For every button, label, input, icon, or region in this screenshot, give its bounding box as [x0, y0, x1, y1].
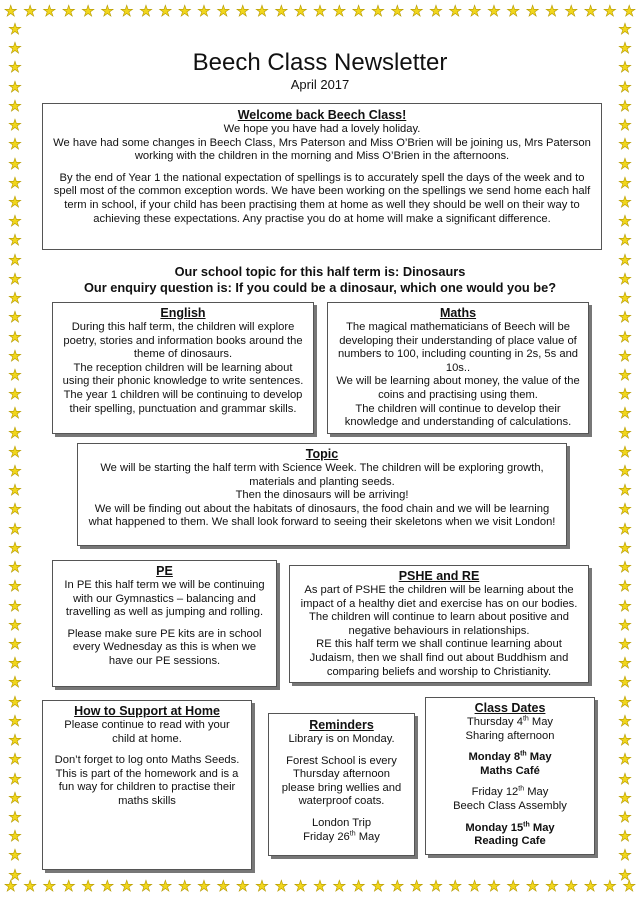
star-icon: ★	[8, 346, 22, 365]
star-icon: ★	[8, 96, 22, 115]
star-icon: ★	[618, 327, 632, 346]
star-icon: ★	[545, 2, 559, 20]
maths-heading: Maths	[439, 306, 477, 320]
reminders-text: Friday 26th May	[303, 829, 380, 843]
star-icon: ★	[158, 2, 173, 20]
star-icon: ★	[8, 846, 22, 865]
star-icon: ★	[618, 731, 632, 750]
star-icon: ★	[255, 877, 269, 895]
date-event: Reading Cafe	[474, 835, 546, 848]
star-icon: ★	[618, 423, 632, 442]
star-icon: ★	[618, 500, 632, 519]
star-icon: ★	[351, 877, 366, 895]
star-icon: ★	[100, 877, 115, 895]
star-icon: ★	[81, 2, 95, 20]
star-icon: ★	[8, 654, 22, 673]
maths-text: We will be learning about money, the value of the coins and practising using them.	[336, 375, 580, 401]
star-icon: ★	[525, 2, 540, 20]
star-icon: ★	[618, 192, 632, 211]
star-icon: ★	[8, 577, 22, 596]
star-icon: ★	[618, 558, 632, 577]
star-icon: ★	[8, 20, 22, 38]
star-icon: ★	[618, 442, 632, 461]
maths-box	[327, 302, 589, 434]
date-line: Friday 12th May	[471, 785, 549, 799]
pe-heading: PE	[156, 564, 173, 578]
star-icon: ★	[429, 877, 443, 895]
welcome-box	[42, 103, 602, 250]
star-icon: ★	[618, 96, 632, 115]
star-icon: ★	[8, 154, 22, 173]
star-icon: ★	[8, 635, 22, 653]
star-icon: ★	[119, 2, 134, 20]
star-icon: ★	[618, 289, 632, 308]
star-icon: ★	[235, 877, 250, 895]
star-icon: ★	[545, 877, 559, 895]
star-icon: ★	[8, 269, 22, 288]
star-icon: ★	[409, 877, 424, 895]
star-icon: ★	[8, 692, 22, 711]
star-icon: ★	[390, 877, 405, 895]
reminders-box	[268, 713, 415, 856]
reminders-text: Forest School is every Thursday afternoon please bring wellies and waterproof coats.	[281, 754, 402, 808]
star-icon: ★	[618, 346, 632, 365]
star-icon: ★	[618, 577, 632, 596]
star-icon: ★	[618, 673, 632, 692]
star-icon: ★	[583, 2, 598, 20]
star-icon: ★	[618, 846, 632, 865]
class-dates-heading: Class Dates	[474, 701, 546, 715]
star-icon: ★	[618, 538, 632, 557]
star-icon: ★	[618, 308, 632, 327]
star-icon: ★	[139, 877, 153, 895]
pshe-box	[289, 565, 589, 683]
star-icon: ★	[409, 2, 424, 20]
star-icon: ★	[8, 404, 22, 423]
star-icon: ★	[618, 173, 632, 192]
date-event: Beech Class Assembly	[453, 799, 567, 812]
star-icon: ★	[197, 877, 211, 895]
reminders-text: Library is on Monday.	[288, 733, 395, 745]
star-icon: ★	[81, 877, 95, 895]
star-border-bottom	[0, 879, 640, 901]
star-border-right	[614, 22, 636, 883]
maths-text: The children will continue to develop their knowledge and understanding of calculations.	[344, 402, 572, 429]
topic-text: We will be starting the half term with Science Week. The children will be exploring growth, materials and planting seeds.	[100, 462, 544, 488]
welcome-text: By the end of Year 1 the national expectation of spellings is to accurately spell the days of the week and to spell most of the common exception words. We have been working on the spellings we send home each half term in school, if your child has been practising them at home as well they should be well on their way to achieving these expectations. Any practise you do at home will make a significant difference.	[53, 171, 591, 225]
star-icon: ★	[313, 2, 327, 20]
support-text: Please continue to read with your child at home.	[64, 719, 230, 745]
star-icon: ★	[255, 2, 269, 20]
pe-box	[52, 560, 277, 687]
star-icon: ★	[583, 877, 598, 895]
star-icon: ★	[618, 385, 632, 404]
star-icon: ★	[618, 807, 632, 826]
pshe-heading: PSHE and RE	[398, 569, 480, 583]
star-icon: ★	[467, 877, 482, 895]
star-icon: ★	[618, 135, 632, 154]
star-icon: ★	[618, 250, 632, 269]
star-icon: ★	[8, 423, 22, 442]
support-text: Don’t forget to log onto Maths Seeds. This is part of the homework and is a fun way for children to practise their maths skills	[54, 754, 240, 807]
star-icon: ★	[8, 596, 22, 615]
star-icon: ★	[618, 865, 632, 884]
newsletter-date: April 2017	[290, 77, 350, 92]
star-icon: ★	[8, 116, 22, 135]
star-icon: ★	[8, 731, 22, 750]
star-icon: ★	[8, 250, 22, 269]
topic-text: Then the dinosaurs will be arriving!	[235, 489, 409, 502]
star-icon: ★	[274, 877, 289, 895]
star-icon: ★	[618, 615, 632, 634]
star-icon: ★	[618, 462, 632, 481]
star-icon: ★	[61, 2, 76, 20]
star-icon: ★	[564, 877, 578, 895]
star-icon: ★	[8, 538, 22, 557]
star-icon: ★	[618, 692, 632, 711]
pshe-text: As part of PSHE the children will be learning about the impact of a healthy diet and exercise has on our bodies. The children will continue to learn about positive and negative behaviours in relationships.	[300, 584, 578, 637]
topic-statement: Our school topic for this half term is: Dinosaurs	[174, 264, 466, 279]
star-icon: ★	[622, 2, 636, 20]
star-icon: ★	[8, 39, 22, 58]
welcome-text: We have had some changes in Beech Class, Mrs Paterson and Miss O’Brien will be joining us, Mrs Paterson working with the children in the morning and Miss O’Brien in the afternoons.	[53, 136, 591, 163]
star-icon: ★	[618, 365, 632, 384]
star-icon: ★	[216, 877, 231, 895]
star-icon: ★	[618, 77, 632, 96]
star-icon: ★	[8, 442, 22, 461]
star-icon: ★	[8, 212, 22, 231]
star-icon: ★	[618, 212, 632, 231]
enquiry-question: Our enquiry question is: If you could be a dinosaur, which one would you be?	[83, 280, 557, 295]
star-icon: ★	[618, 116, 632, 135]
star-icon: ★	[8, 769, 22, 788]
star-icon: ★	[8, 58, 22, 77]
star-icon: ★	[8, 558, 22, 577]
star-icon: ★	[158, 877, 173, 895]
star-icon: ★	[506, 877, 520, 895]
star-icon: ★	[603, 2, 617, 20]
support-heading: How to Support at Home	[74, 704, 220, 718]
star-icon: ★	[8, 365, 22, 384]
star-icon: ★	[8, 615, 22, 634]
newsletter-title: Beech Class Newsletter	[192, 49, 448, 76]
star-icon: ★	[487, 877, 501, 895]
star-icon: ★	[618, 154, 632, 173]
star-icon: ★	[618, 711, 632, 730]
star-icon: ★	[618, 596, 632, 615]
date-line: Monday 8th May	[468, 750, 552, 764]
star-icon: ★	[8, 135, 22, 154]
star-icon: ★	[618, 635, 632, 653]
topic-text: We will be finding out about the habitats of dinosaurs, the food chain and we will be learning what happened to them. We shall look forward to seeing their skeletons when we visit London!	[88, 502, 556, 529]
star-icon: ★	[216, 2, 231, 20]
star-icon: ★	[8, 77, 22, 96]
star-icon: ★	[197, 2, 211, 20]
star-icon: ★	[61, 877, 76, 895]
pe-text: Please make sure PE kits are in school every Wednesday as this is when we have our PE sessions.	[67, 627, 262, 667]
date-event: Sharing afternoon	[465, 729, 555, 742]
star-icon: ★	[8, 192, 22, 211]
star-icon: ★	[390, 2, 405, 20]
star-icon: ★	[371, 877, 385, 895]
english-box	[52, 302, 314, 434]
star-icon: ★	[8, 750, 22, 769]
star-icon: ★	[23, 2, 37, 20]
star-icon: ★	[8, 788, 22, 807]
star-icon: ★	[332, 2, 347, 20]
english-heading: English	[160, 306, 206, 320]
star-icon: ★	[603, 877, 617, 895]
star-icon: ★	[8, 481, 22, 500]
star-icon: ★	[525, 877, 540, 895]
pe-text: In PE this half term we will be continuing with our Gymnastics – balancing and travelling as well as jumping and rolling.	[64, 579, 265, 619]
star-icon: ★	[293, 877, 308, 895]
star-icon: ★	[274, 2, 289, 20]
star-icon: ★	[8, 673, 22, 692]
star-icon: ★	[8, 308, 22, 327]
date-line: Monday 15th May	[465, 820, 555, 834]
star-icon: ★	[487, 2, 501, 20]
star-icon: ★	[8, 711, 22, 730]
star-icon: ★	[8, 327, 22, 346]
star-icon: ★	[618, 519, 632, 538]
support-box	[42, 700, 252, 870]
star-icon: ★	[177, 877, 192, 895]
star-icon: ★	[4, 2, 18, 20]
star-icon: ★	[618, 769, 632, 788]
star-icon: ★	[42, 877, 57, 895]
star-icon: ★	[618, 404, 632, 423]
date-line: Thursday 4th May	[466, 715, 554, 728]
welcome-heading: Welcome back Beech Class!	[237, 108, 407, 122]
star-icon: ★	[448, 2, 462, 20]
star-icon: ★	[618, 481, 632, 500]
star-icon: ★	[618, 58, 632, 77]
star-icon: ★	[371, 2, 385, 20]
star-icon: ★	[8, 865, 22, 884]
pshe-text: RE this half term we shall continue learning about Judaism, then we shall find out about Buddhism and comparing beliefs and worship to Christianity.	[309, 638, 569, 678]
star-icon: ★	[618, 654, 632, 673]
star-icon: ★	[8, 289, 22, 308]
star-icon: ★	[313, 877, 327, 895]
star-icon: ★	[618, 20, 632, 38]
star-icon: ★	[8, 500, 22, 519]
star-icon: ★	[119, 877, 134, 895]
star-icon: ★	[618, 269, 632, 288]
star-icon: ★	[351, 2, 366, 20]
class-dates-box	[425, 697, 595, 855]
star-icon: ★	[622, 877, 636, 895]
maths-text: The magical mathematicians of Beech will be developing their understanding of place value of numbers to 100, including counting in 2s, 5s and 10s..	[337, 321, 579, 374]
star-icon: ★	[293, 2, 308, 20]
star-icon: ★	[564, 2, 578, 20]
reminders-heading: Reminders	[309, 718, 374, 732]
star-icon: ★	[618, 39, 632, 58]
star-icon: ★	[42, 2, 57, 20]
star-icon: ★	[235, 2, 250, 20]
star-icon: ★	[8, 231, 22, 250]
star-icon: ★	[8, 462, 22, 481]
star-icon: ★	[618, 750, 632, 769]
star-icon: ★	[100, 2, 115, 20]
star-icon: ★	[467, 2, 482, 20]
star-icon: ★	[332, 877, 347, 895]
date-event: Maths Café	[480, 764, 540, 777]
star-icon: ★	[177, 2, 192, 20]
star-icon: ★	[618, 231, 632, 250]
star-icon: ★	[139, 2, 153, 20]
star-border-left	[4, 22, 26, 883]
star-icon: ★	[4, 877, 18, 895]
star-border-top	[0, 4, 640, 26]
star-icon: ★	[8, 173, 22, 192]
star-icon: ★	[448, 877, 462, 895]
star-icon: ★	[8, 385, 22, 404]
star-icon: ★	[429, 2, 443, 20]
welcome-text: We hope you have had a lovely holiday.	[223, 123, 421, 135]
english-text: The reception children will be learning about using their phonic knowledge to write sentences. The year 1 children will be continuing to develop their spelling, punctuation and grammar skills.	[62, 361, 304, 415]
star-icon: ★	[8, 827, 22, 846]
star-icon: ★	[618, 788, 632, 807]
star-icon: ★	[23, 877, 37, 895]
topic-box	[77, 443, 567, 546]
star-icon: ★	[506, 2, 520, 20]
reminders-text: London Trip	[311, 816, 372, 829]
star-icon: ★	[8, 807, 22, 826]
english-text: During this half term, the children will explore poetry, stories and information books around the theme of dinosaurs.	[63, 321, 303, 361]
star-icon: ★	[618, 827, 632, 846]
star-icon: ★	[8, 519, 22, 538]
topic-heading: Topic	[305, 447, 339, 461]
